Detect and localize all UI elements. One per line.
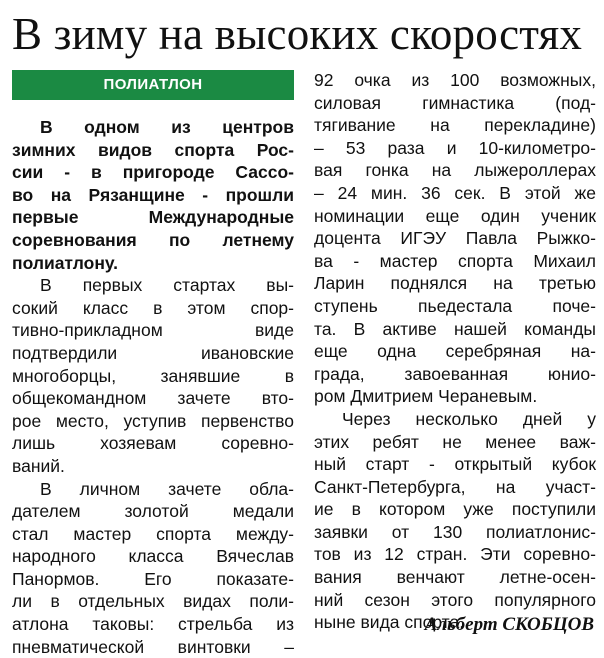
body-line: В первых стартах вы-	[40, 275, 294, 296]
body-line: В личном зачете обла-	[40, 478, 294, 499]
rubric-label: ПОЛИАТЛОН	[12, 70, 294, 100]
body-line: заявки от 130 полиатлонис-	[314, 521, 596, 542]
body-line: тов из 12 стран. Эти соревно-	[314, 544, 596, 565]
body-line: вания венчают летне-осен-	[314, 567, 596, 588]
body-line: многоборцы, занявшие в	[12, 365, 294, 386]
lead-line: В одном из центров	[40, 117, 294, 137]
body-line: Панормов. Его показате-	[12, 568, 294, 589]
body-line: ром Дмитрием Чераневым.	[314, 386, 538, 407]
body-line: доцента ИГЭУ Павла Рыжко-	[314, 228, 596, 249]
body-line: этих ребят не менее важ-	[314, 431, 596, 452]
body-line: града, завоеванная юнио-	[314, 363, 596, 384]
body-line: ный старт - открытый кубок	[314, 454, 596, 475]
article-body-left	[12, 274, 294, 658]
body-line: вая гонка на лыжероллерах	[314, 160, 596, 181]
body-line: ступень пьедестала поче-	[314, 295, 596, 316]
body-line: дателем золотой медали	[12, 501, 294, 522]
text-column-left	[12, 116, 294, 658]
body-line: 92 очка из 100 возможных,	[314, 70, 596, 90]
body-line: стал мастер спорта между-	[12, 523, 294, 544]
lead-line: полиатлону.	[12, 252, 118, 273]
lead-line: первые Международные	[12, 207, 294, 228]
body-line: общекомандном зачете вто-	[12, 388, 294, 409]
body-line: ие в котором уже поступили	[314, 499, 596, 520]
body-line: силовая гимнастика (под-	[314, 92, 596, 113]
body-line: Через несколько дней у	[342, 408, 596, 429]
body-line: ныне вида спорта.	[314, 612, 465, 633]
body-line: – 24 мин. 36 сек. В этой же	[314, 182, 596, 203]
body-line: ли в отдельных видах поли-	[12, 591, 294, 612]
body-line: рое место, уступив первенство	[12, 410, 294, 431]
body-line: еще одна серебряная на-	[314, 341, 596, 362]
body-line: ваний.	[12, 455, 65, 476]
body-line: ний сезон этого популярного	[314, 589, 596, 610]
body-line: ва - мастер спорта Михаил	[314, 250, 596, 271]
body-line: та. В активе нашей команды	[314, 318, 596, 339]
body-line: тягивание на перекладине)	[314, 115, 596, 136]
lead-line: во на Рязанщине - прошли	[12, 184, 294, 205]
text-column-right	[314, 69, 596, 634]
author-signature: Альберт СКОБЦОВ	[424, 614, 594, 635]
body-line: атлона таковы: стрельба из	[12, 614, 294, 635]
body-line: Ларин поднялся на третью	[314, 273, 596, 294]
body-line: номинации еще один ученик	[314, 205, 596, 226]
body-line: народного класса Вячеслав	[12, 546, 294, 567]
body-line: подтвердили ивановские	[12, 342, 294, 363]
lead-line: сии - в пригороде Сассо-	[12, 162, 294, 183]
body-line: пневматической винтовки –	[12, 636, 294, 657]
body-line: тивно-прикладном виде	[12, 320, 294, 341]
body-line: сокий класс в этом спор-	[12, 297, 294, 318]
body-line: Санкт-Петербурга, на участ-	[314, 476, 596, 497]
body-line: – 53 раза и 10-километро-	[314, 137, 596, 158]
lead-line: соревнования по летнему	[12, 229, 294, 250]
lead-line: зимних видов спорта Рос-	[12, 139, 294, 160]
article-lead	[12, 116, 294, 274]
body-line: лишь хозяевам соревно-	[12, 433, 294, 454]
article-headline: В зиму на высоких скоростях	[12, 9, 583, 59]
